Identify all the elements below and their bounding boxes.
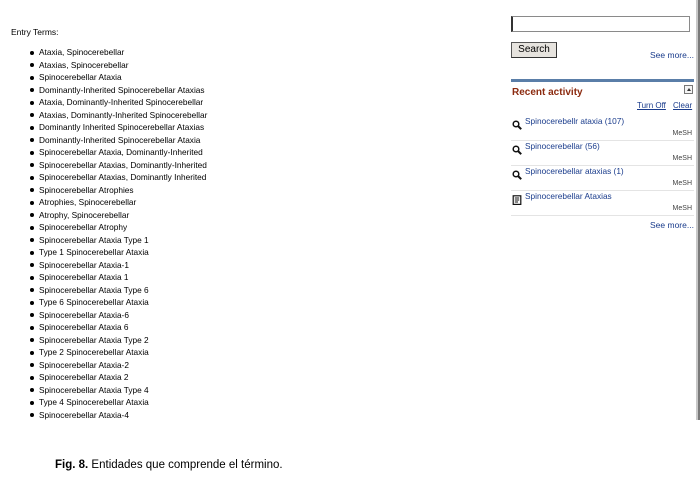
entry-term-item: Spinocerebellar Ataxia Type 4 (11, 384, 207, 397)
entry-terms-heading: Entry Terms: (11, 27, 59, 37)
recent-activity-title: Recent activity (512, 87, 583, 98)
entry-term-item: Spinocerebellar Atrophy (11, 221, 207, 234)
search-icon (512, 117, 522, 127)
search-input[interactable] (511, 16, 690, 32)
entry-term-item: Spinocerebellar Ataxia Type 2 (11, 334, 207, 347)
document-icon (512, 192, 522, 202)
entry-term-item: Spinocerebellar Atrophies (11, 184, 207, 197)
entry-term-item: Ataxias, Spinocerebellar (11, 59, 207, 72)
database-label: MeSH (672, 205, 692, 212)
entry-term-item: Spinocerebellar Ataxia Type 6 (11, 284, 207, 297)
database-label: MeSH (672, 180, 692, 187)
entry-term-item: Ataxia, Dominantly-Inherited Spinocerebellar (11, 96, 207, 109)
recent-activity-link[interactable]: Spinocerebellar Ataxias (525, 191, 612, 201)
clear-link[interactable]: Clear (673, 101, 693, 110)
entry-term-item: Dominantly-Inherited Spinocerebellar Ataxias (11, 84, 207, 97)
entry-term-item: Ataxia, Spinocerebellar (11, 46, 207, 59)
entry-term-item: Spinocerebellar Ataxias, Dominantly Inherited (11, 171, 207, 184)
entry-term-item: Dominantly-Inherited Spinocerebellar Ataxia (11, 134, 207, 147)
entry-term-item: Atrophy, Spinocerebellar (11, 209, 207, 222)
entry-term-item: Spinocerebellar Ataxia-2 (11, 359, 207, 372)
entry-term-item: Dominantly Inherited Spinocerebellar Ataxias (11, 121, 207, 134)
entry-term-item: Type 6 Spinocerebellar Ataxia (11, 296, 207, 309)
recent-activity-link[interactable]: Spinocerebellar ataxias (1) (525, 166, 624, 176)
database-label: MeSH (672, 155, 692, 162)
collapse-icon[interactable] (684, 85, 693, 94)
entry-term-item: Spinocerebellar Ataxia-1 (11, 259, 207, 272)
entry-term-item: Spinocerebellar Ataxias, Dominantly-Inherited (11, 159, 207, 172)
figure-caption-text: Entidades que comprende el término. (88, 459, 283, 471)
entry-term-item: Spinocerebellar Ataxia 6 (11, 321, 207, 334)
figure-caption (55, 459, 283, 471)
search-icon (512, 167, 522, 177)
recent-activity-see-more-link[interactable]: See more... (650, 220, 694, 230)
recent-activity-item (511, 190, 694, 216)
recent-activity-item (511, 165, 694, 191)
recent-activity-link[interactable]: Spinocerebellar (56) (525, 141, 600, 151)
search-button[interactable]: Search (511, 42, 557, 58)
recent-activity-item (511, 140, 694, 166)
database-label: MeSH (672, 130, 692, 137)
entry-term-item: Spinocerebellar Ataxia, Dominantly-Inherited (11, 146, 207, 159)
entry-term-item: Spinocerebellar Ataxia Type 1 (11, 234, 207, 247)
see-more-link[interactable]: See more... (650, 50, 694, 60)
entry-term-item: Type 2 Spinocerebellar Ataxia (11, 346, 207, 359)
search-icon (512, 142, 522, 152)
entry-term-item: Spinocerebellar Ataxia (11, 71, 207, 84)
entry-term-item: Spinocerebellar Ataxia 2 (11, 371, 207, 384)
entry-terms-list (11, 46, 207, 420)
entry-term-item: Atrophies, Spinocerebellar (11, 196, 207, 209)
entry-term-item: Spinocerebellar Ataxia 1 (11, 271, 207, 284)
entry-term-item: Spinocerebellar Ataxia-6 (11, 309, 207, 322)
entry-term-item: Type 4 Spinocerebellar Ataxia (11, 396, 207, 409)
figure-label: Fig. 8. (55, 459, 89, 471)
entry-term-item: Ataxias, Dominantly-Inherited Spinocerebellar (11, 109, 207, 122)
recent-activity-divider (511, 79, 694, 82)
entry-term-item: Type 1 Spinocerebellar Ataxia (11, 246, 207, 259)
entry-term-item: Spinocerebellar Ataxia-4 (11, 409, 207, 421)
turn-off-link[interactable]: Turn Off (637, 101, 666, 110)
recent-activity-item (511, 115, 694, 141)
recent-activity-link[interactable]: Spinocerebellr ataxia (107) (525, 116, 625, 126)
